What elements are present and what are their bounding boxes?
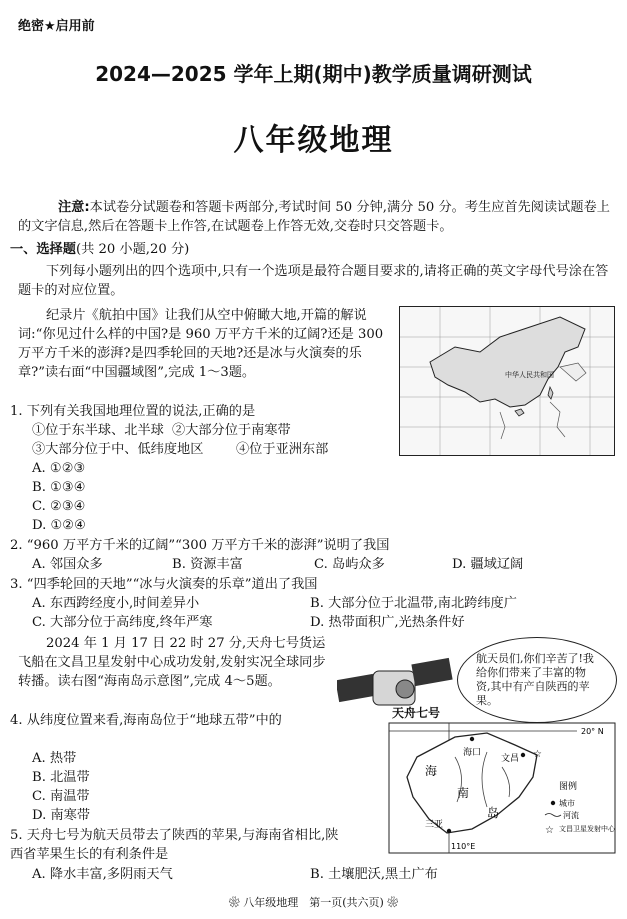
q3-option-a: A. 东西跨经度小,时间差异小 — [32, 596, 200, 611]
section-heading-note: (共 20 小题,20 分) — [75, 242, 190, 257]
lon-label: 110°E — [451, 842, 476, 851]
legend-river: 河流 — [563, 811, 579, 820]
hai-char: 海 — [425, 764, 438, 778]
legend-site-icon: ☆ — [545, 825, 554, 836]
q2-option-b: B. 资源丰富 — [172, 557, 243, 572]
q5-stem: 5. 天舟七号为航天员带去了陕西的苹果,与海南省相比,陕西省苹果生长的有利条件是 — [10, 828, 339, 862]
q4-option-a: A. 热带 — [32, 751, 77, 766]
section-instruction: 下列每小题列出的四个选项中,只有一个选项是最符合题目要求的,请将正确的英文字母代号涂在答题卡的对应位置。 — [18, 264, 609, 298]
section-heading — [10, 240, 189, 259]
notice-text: 本试卷分试题卷和答题卡两部分,考试时间 50 分钟,满分 50 分。考生应首先阅读试题卷上的文字信息,然后在答题卡上作答,在试题卷上作答无效,交卷时只交答题卡。 — [18, 200, 610, 234]
page-footer — [0, 894, 627, 910]
q3-option-c: C. 大部分位于高纬度,终年严寒 — [32, 615, 213, 630]
secret-label: 绝密★启用前 — [18, 19, 95, 34]
q5-option-a: A. 降水丰富,多阴雨天气 — [32, 867, 173, 882]
subject-title: 八年级地理 — [233, 123, 394, 158]
q1-option-a: A. ①②③ — [32, 461, 86, 476]
notice — [18, 198, 614, 236]
haikou-label: 海口 — [463, 748, 482, 758]
q2-option-a: A. 邻国众多 — [32, 557, 103, 572]
legend-title: 图例 — [559, 782, 578, 792]
wenchang-label: 文昌 — [501, 754, 520, 764]
haikou-city-icon — [470, 737, 474, 741]
q5-option-b: B. 土壤肥沃,黑土广布 — [310, 867, 438, 882]
hainan-figure — [337, 637, 617, 855]
q1-option-c: C. ②③④ — [32, 499, 86, 514]
q3-stem: 3. “四季轮回的天地”“冰与火演奏的乐章”道出了我国 — [10, 577, 318, 592]
q2-option-c: C. 岛屿众多 — [314, 557, 385, 572]
speech-bubble: 航天员们,你们辛苦了!我给你们带来了丰富的物资,其中有产自陕西的苹果。 — [457, 637, 617, 723]
q4-option-d: D. 南寒带 — [32, 808, 91, 823]
section-heading-label: 一、选择题 — [10, 242, 76, 257]
q2-stem: 2. “960 万平方千米的辽阔”“300 万平方千米的澎湃”说明了我国 — [10, 538, 390, 553]
legend-site: 文昌卫星发射中心 — [559, 825, 615, 833]
exam-title: 2024—2025 学年上期(期中)教学质量调研测试 — [95, 62, 532, 86]
q1-item-1: ①位于东半球、北半球 — [32, 423, 164, 438]
footer-text: 八年级地理 第一页(共六页) — [243, 896, 384, 909]
nan-char: 南 — [457, 786, 470, 800]
q4-option-c: C. 南温带 — [32, 789, 90, 804]
china-map — [399, 306, 615, 456]
china-map-svg — [400, 307, 614, 455]
q1-item-4: ④位于亚洲东部 — [236, 442, 329, 457]
wenchang-city-icon — [521, 753, 525, 757]
craft-label: 天舟七号 — [392, 706, 441, 720]
dao-char: 岛 — [487, 806, 500, 820]
map-country-label: 中华人民共和国 — [505, 371, 554, 379]
sanya-label: 三亚 — [425, 820, 444, 830]
q1-item-2: ②大部分位于南寒带 — [172, 423, 291, 438]
lat-label: 20° N — [581, 727, 604, 736]
q4-option-b: B. 北温带 — [32, 770, 90, 785]
legend-city: 城市 — [559, 799, 575, 808]
sanya-city-icon — [447, 829, 451, 833]
q1-stem: 1. 下列有关我国地理位置的说法,正确的是 — [10, 404, 256, 419]
notice-label: 注意: — [58, 200, 90, 215]
q1-item-3: ③大部分位于中、低纬度地区 — [32, 442, 204, 457]
q1-option-d: D. ①②④ — [32, 518, 86, 533]
hainan-figure-svg — [337, 637, 617, 855]
q4-stem: 4. 从纬度位置来看,海南岛位于“地球五带”中的 — [10, 713, 282, 728]
footer-flower-left-icon: ❀ — [228, 896, 240, 909]
q3-option-b: B. 大部分位于北温带,南北跨纬度广 — [310, 596, 517, 611]
legend-river-icon — [545, 814, 561, 817]
q3-option-d: D. 热带面积广,光热条件好 — [310, 615, 465, 630]
q1-option-b: B. ①③④ — [32, 480, 86, 495]
legend-city-icon — [551, 801, 555, 805]
launch-site-icon: ☆ — [533, 749, 542, 760]
q2-option-d: D. 疆域辽阔 — [452, 557, 524, 572]
footer-flower-right-icon: ❀ — [387, 896, 399, 909]
passage-2: 2024 年 1 月 17 日 22 时 27 分,天舟七号货运飞船在文昌卫星发射中心成功发射,发射实况全球同步转播。读右图“海南岛示意图”,完成 4～5题。 — [18, 636, 326, 689]
spacecraft-icon — [337, 658, 453, 705]
passage-1: 纪录片《航拍中国》让我们从空中俯瞰大地,开篇的解说词:“你见过什么样的中国?是 960 万平方千米的辽阔?还是 300 万平方千米的澎湃?是四季轮回的天地?还是冰与火演奏的乐章?”读右面“中国疆域图”,完成 1～3题。 — [18, 308, 384, 380]
